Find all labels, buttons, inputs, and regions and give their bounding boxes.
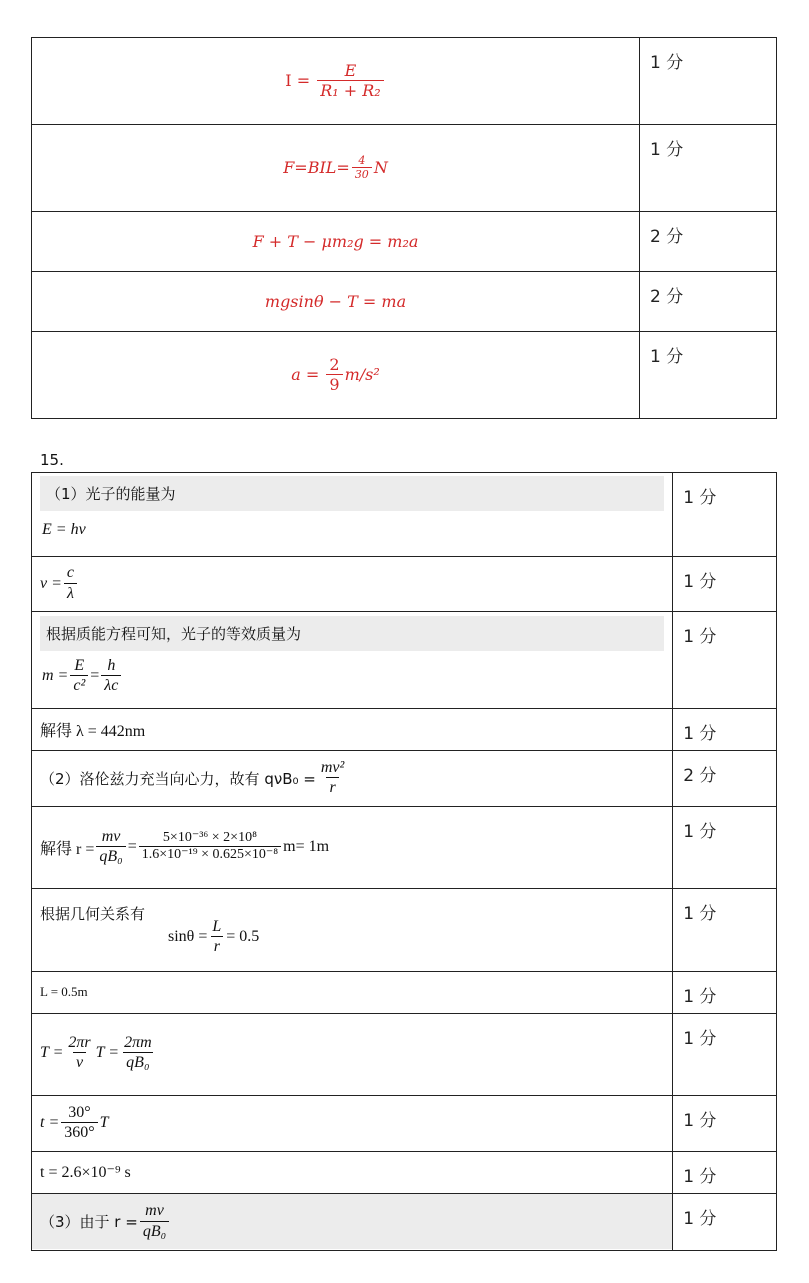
formula-text: a = xyxy=(291,364,320,384)
denominator: 9 xyxy=(326,374,342,394)
formula-text: m = xyxy=(42,667,69,685)
score-cell: 1 分 xyxy=(640,332,777,419)
score-cell: 1 分 xyxy=(673,1152,777,1194)
formula-cell xyxy=(32,332,640,419)
scoring-table-15 xyxy=(31,472,777,1251)
content-cell xyxy=(32,709,673,751)
score-cell: 2 分 xyxy=(673,751,777,807)
numerator: 5×10⁻³⁶ × 2×10⁸ xyxy=(162,830,257,846)
score-cell: 1 分 xyxy=(673,557,777,612)
numerator: 2 xyxy=(329,354,340,374)
denominator: c² xyxy=(70,675,88,695)
denominator: R₁ + R₂ xyxy=(317,80,384,100)
formula-text: T = xyxy=(95,1044,120,1061)
denominator: 30 xyxy=(352,167,372,181)
content-cell xyxy=(32,807,673,889)
step-text: （2）洛伦兹力充当向心力，故有 qνB₀ = xyxy=(40,769,316,788)
table-row xyxy=(32,473,777,557)
numerator: L xyxy=(212,918,222,935)
score-cell: 1 分 xyxy=(673,709,777,751)
table-row xyxy=(32,1014,777,1096)
fraction xyxy=(64,564,77,603)
formula-text: T = xyxy=(40,1044,64,1061)
table-row xyxy=(32,557,777,612)
numerator: E xyxy=(344,60,357,80)
table-row xyxy=(32,889,777,972)
formula-cell xyxy=(32,212,640,272)
fraction xyxy=(209,918,224,957)
formula-text: = xyxy=(90,667,100,685)
content-cell xyxy=(32,751,673,807)
denominator: qB₀ xyxy=(123,1052,152,1072)
numerator: 4 xyxy=(358,153,366,167)
fraction xyxy=(352,155,372,182)
numerator: mν xyxy=(101,827,121,845)
formula-cell xyxy=(32,272,640,332)
table-row xyxy=(32,807,777,889)
fraction xyxy=(121,1034,155,1073)
score-cell: 1 分 xyxy=(673,807,777,889)
fraction xyxy=(96,828,125,867)
score-cell: 2 分 xyxy=(640,272,777,332)
formula-text: I = xyxy=(285,70,311,90)
denominator: 360° xyxy=(61,1122,97,1142)
table-row xyxy=(32,272,777,332)
content-cell xyxy=(32,1194,673,1251)
step-text: 根据质能方程可知，光子的等效质量为 xyxy=(40,616,664,651)
table-row xyxy=(32,751,777,807)
table-row xyxy=(32,709,777,751)
numerator: E xyxy=(74,657,85,674)
score-cell: 1 分 xyxy=(673,972,777,1014)
numerator: 30° xyxy=(68,1103,91,1121)
formula-text: = xyxy=(127,838,137,855)
step-text: （1）光子的能量为 xyxy=(40,476,664,511)
formula-text: sinθ = xyxy=(168,928,208,946)
scoring-table-top xyxy=(31,37,777,419)
score-cell: 1 分 xyxy=(640,38,777,125)
formula-text: F=BIL= xyxy=(283,157,350,177)
formula-text: m/s² xyxy=(344,364,380,384)
score-cell: 1 分 xyxy=(673,473,777,557)
score-cell: 1 分 xyxy=(640,125,777,212)
formula-text: E = hν xyxy=(42,521,86,538)
fraction xyxy=(70,657,88,696)
formula-text: T xyxy=(99,1114,109,1131)
numerator: mν² xyxy=(320,758,345,776)
formula-text: mgsinθ − T = ma xyxy=(264,292,407,311)
step-text: 解得 λ = 442nm xyxy=(40,722,146,740)
table-row xyxy=(32,332,777,419)
content-cell xyxy=(32,1152,673,1194)
score-cell: 1 分 xyxy=(673,1014,777,1096)
denominator: λc xyxy=(101,675,121,695)
content-cell xyxy=(32,1096,673,1152)
section-label: 15. xyxy=(40,451,64,469)
fraction xyxy=(317,62,384,101)
table-row xyxy=(32,212,777,272)
content-cell xyxy=(32,889,673,972)
fraction xyxy=(326,356,342,395)
denominator: λ xyxy=(64,583,77,603)
step-text: （3）由于 r = xyxy=(40,1213,138,1231)
denominator: ν xyxy=(73,1052,86,1072)
formula-text: = 0.5 xyxy=(226,928,260,946)
fraction xyxy=(101,657,121,696)
score-cell: 1 分 xyxy=(673,612,777,709)
formula-text: m= 1m xyxy=(283,838,330,855)
fraction xyxy=(61,1104,97,1143)
denominator: qB₀ xyxy=(140,1221,169,1241)
numerator: 2πm xyxy=(124,1033,152,1051)
numerator: mν xyxy=(145,1202,164,1220)
score-cell: 1 分 xyxy=(673,1194,777,1251)
fraction xyxy=(140,1202,169,1241)
formula-text: L = 0.5m xyxy=(40,984,88,999)
fraction xyxy=(139,830,281,864)
table-row xyxy=(32,612,777,709)
content-cell xyxy=(32,612,673,709)
table-row xyxy=(32,1096,777,1152)
table-row xyxy=(32,125,777,212)
score-cell: 1 分 xyxy=(673,1096,777,1152)
content-cell xyxy=(32,1014,673,1096)
step-text: 根据几何关系有 xyxy=(40,905,146,923)
table-row xyxy=(32,38,777,125)
content-cell xyxy=(32,557,673,612)
denominator: r xyxy=(326,777,338,797)
table-row xyxy=(32,972,777,1014)
formula-cell xyxy=(32,125,640,212)
formula-text: ν = xyxy=(40,574,62,592)
formula-text: t = xyxy=(40,1114,60,1131)
formula-text: N xyxy=(373,157,388,177)
formula-text: F + T − μm₂g = m₂a xyxy=(252,232,419,251)
denominator: r xyxy=(211,936,223,956)
table-row xyxy=(32,1194,777,1251)
table-row xyxy=(32,1152,777,1194)
score-cell: 2 分 xyxy=(640,212,777,272)
denominator: 1.6×10⁻¹⁹ × 0.625×10⁻⁸ xyxy=(139,846,281,864)
fraction xyxy=(65,1034,93,1073)
formula-cell xyxy=(32,38,640,125)
content-cell xyxy=(32,473,673,557)
denominator: qB₀ xyxy=(96,846,125,866)
numerator: c xyxy=(66,564,75,582)
step-text: 解得 r = xyxy=(40,840,95,858)
numerator: h xyxy=(107,657,116,674)
score-cell: 1 分 xyxy=(673,889,777,972)
numerator: 2πr xyxy=(68,1033,91,1051)
formula-text: t = 2.6×10⁻⁹ s xyxy=(40,1164,131,1181)
fraction xyxy=(318,759,347,798)
content-cell xyxy=(32,972,673,1014)
